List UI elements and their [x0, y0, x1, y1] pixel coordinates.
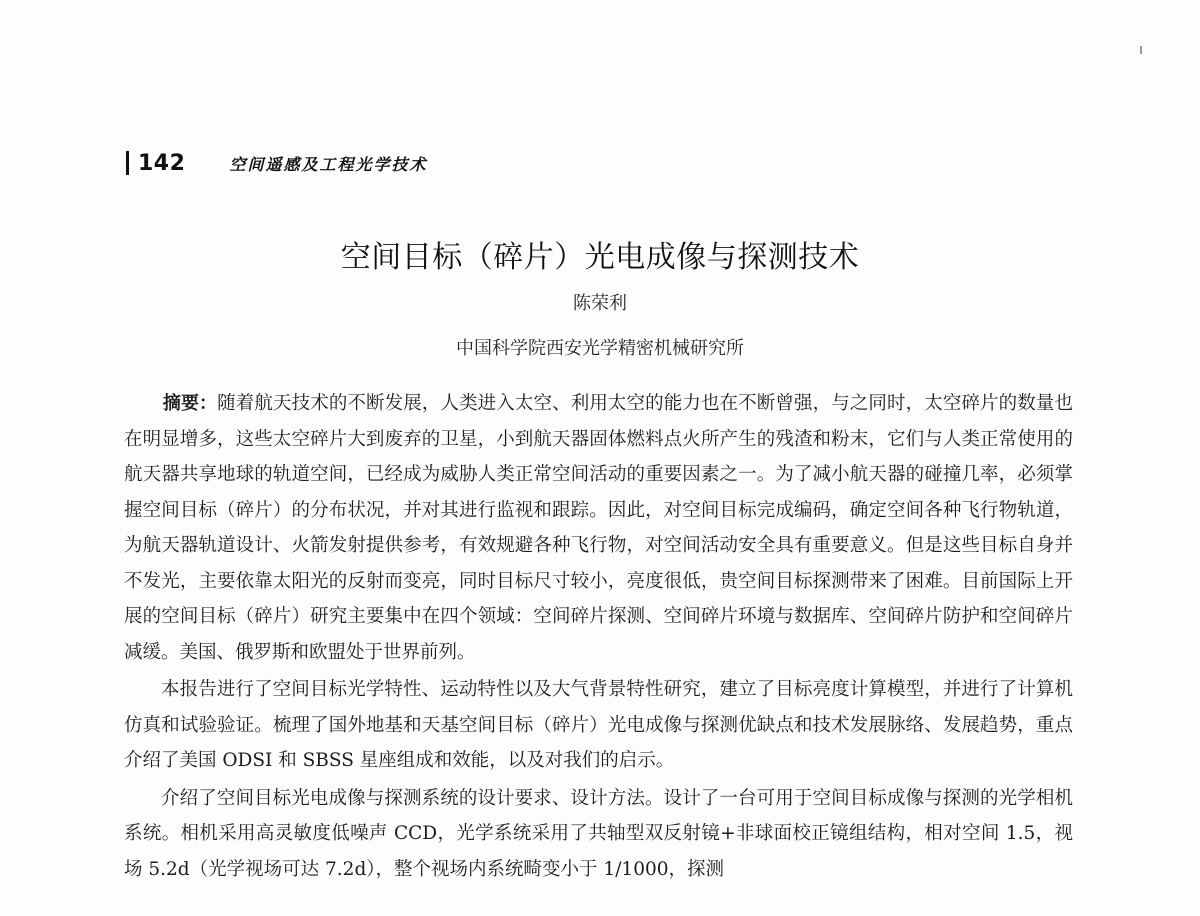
abstract-body — [124, 386, 1073, 889]
running-header — [126, 146, 427, 180]
page-edge-mark — [1140, 46, 1142, 54]
abstract-paragraph: 本报告进行了空间目标光学特性、运动特性以及大气背景特性研究，建立了目标亮度计算模型，并进行了计算机仿真和试验验证。梳理了国外地基和天基空间目标（碎片）光电成像与探测优缺点和技术发展脉络、发展趋势，重点介绍了美国 ODSI 和 SBSS 星座组成和效能，以及对我们的启示。 — [124, 679, 1073, 771]
article-author: 陈荣利 — [573, 293, 627, 314]
abstract-paragraph — [124, 386, 1073, 670]
header-rule-bar — [126, 151, 129, 175]
abstract-label: 摘要： — [162, 393, 218, 414]
abstract-paragraph: 介绍了空间目标光电成像与探测系统的设计要求、设计方法。设计了一台可用于空间目标成像与探测的光学相机系统。相机采用高灵敏度低噪声 CCD，光学系统采用了共轴型双反射镜+非球面校正镜组结构，相对空间 1.5，视场 5.2d（光学视场可达 7.2d），整个视场内系统畸变小于 1/1000，探测 — [124, 787, 1073, 880]
book-title: 空间遥感及工程光学技术 — [229, 154, 428, 174]
page-number: 142 — [138, 150, 186, 176]
article-affiliation: 中国科学院西安光学精密机械研究所 — [456, 338, 744, 359]
abstract-paragraph-text: 随着航天技术的不断发展，人类进入太空、利用太空的能力也在不断曾强，与之同时，太空碎片的数量也在明显增多，这些太空碎片大到废弃的卫星，小到航天器固体燃料点火所产生的残渣和粉末，它们与人类正常使用的航天器共享地球的轨道空间，已经成为威胁人类正常空间活动的重要因素之一。为了减小航天器的碰撞几率，必须掌握空间目标（碎片）的分布状况，并对其进行监视和跟踪。因此，对空间目标完成编码，确定空间各种飞行物轨道，为航天器轨道设计、火箭发射提供参考，有效规避各种飞行物，对空间活动安全具有重要意义。但是这些目标自身并不发光，主要依靠太阳光的反射而变亮，同时目标尺寸较小，亮度很低，贵空间目标探测带来了困难。目前国际上开展的空间目标（碎片）研究主要集中在四个领域：空间碎片探测、空间碎片环境与数据库、空间碎片防护和空间碎片减缓。美国、俄罗斯和欧盟处于世界前列。 — [124, 393, 1073, 663]
article-title: 空间目标（碎片）光电成像与探测技术 — [340, 240, 860, 275]
